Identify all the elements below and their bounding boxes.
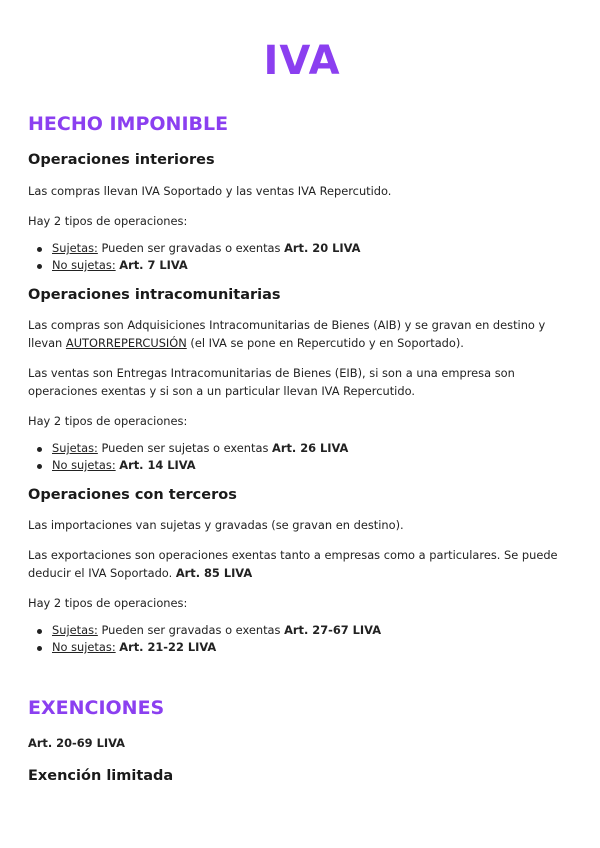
list-item bbox=[28, 639, 576, 656]
autorrepercusion-term: AUTORREPERCUSIÓN bbox=[65, 336, 187, 350]
paragraph: Las ventas son Entregas Intracomunitarias de Bienes (EIB), si son a una empresa son operaciones exentas y si son a un particular llevan IVA Repercutido. bbox=[28, 366, 515, 398]
paragraph: Hay 2 tipos de operaciones: bbox=[28, 414, 188, 428]
article-reference: Art. 27-67 LIVA bbox=[284, 623, 382, 637]
subheading-operaciones-con-terceros: Operaciones con terceros bbox=[28, 487, 237, 503]
article-reference: Art. 20 LIVA bbox=[284, 241, 361, 255]
bullet-text: Pueden ser sujetas o exentas bbox=[97, 441, 273, 455]
bullet-label: No sujetas: bbox=[52, 640, 116, 654]
bullet-label: Sujetas: bbox=[52, 441, 98, 455]
article-reference: Art. 21-22 LIVA bbox=[119, 640, 217, 654]
paragraph: Las compras llevan IVA Soportado y las ventas IVA Repercutido. bbox=[28, 184, 392, 198]
bullet-label: Sujetas: bbox=[52, 241, 98, 255]
article-reference: Art. 20-69 LIVA bbox=[28, 736, 125, 750]
paragraph: Hay 2 tipos de operaciones: bbox=[28, 214, 188, 228]
bullet-list bbox=[28, 440, 576, 474]
section-heading-hecho-imponible: HECHO IMPONIBLE bbox=[28, 113, 229, 135]
article-reference: Art. 85 LIVA bbox=[175, 566, 253, 580]
document-page bbox=[28, 0, 576, 786]
paragraph: Las compras son Adquisiciones Intracomunitarias de Bienes (AIB) y se gravan en destino y llevan AUTORREPERCUSIÓN (el IVA se pone en Repercutido y en Soportado). bbox=[28, 318, 546, 350]
list-item bbox=[28, 257, 576, 274]
paragraph: Hay 2 tipos de operaciones: bbox=[28, 596, 188, 610]
bullet-label: Sujetas: bbox=[52, 623, 98, 637]
list-item bbox=[28, 622, 576, 639]
paragraph: Las exportaciones son operaciones exentas tanto a empresas como a particulares. Se puede deducir el IVA Soportado. Art. 85 LIVA bbox=[28, 548, 558, 580]
bullet-list bbox=[28, 240, 576, 274]
article-reference: Art. 7 LIVA bbox=[119, 258, 188, 272]
subheading-operaciones-intracomunitarias: Operaciones intracomunitarias bbox=[28, 287, 281, 303]
bullet-text: Pueden ser gravadas o exentas bbox=[97, 623, 285, 637]
list-item bbox=[28, 440, 576, 457]
subheading-operaciones-interiores: Operaciones interiores bbox=[28, 152, 215, 168]
article-reference: Art. 14 LIVA bbox=[119, 458, 196, 472]
section-heading-exenciones: EXENCIONES bbox=[28, 697, 165, 719]
bullet-list bbox=[28, 622, 576, 656]
bullet-text: Pueden ser gravadas o exentas bbox=[97, 241, 285, 255]
subheading-exencion-limitada: Exención limitada bbox=[28, 768, 174, 784]
bullet-label: No sujetas: bbox=[52, 458, 116, 472]
document-title: IVA bbox=[263, 38, 341, 84]
bullet-label: No sujetas: bbox=[52, 258, 116, 272]
list-item bbox=[28, 240, 576, 257]
paragraph: Las importaciones van sujetas y gravadas (se gravan en destino). bbox=[28, 518, 404, 532]
list-item bbox=[28, 457, 576, 474]
article-reference: Art. 26 LIVA bbox=[272, 441, 349, 455]
